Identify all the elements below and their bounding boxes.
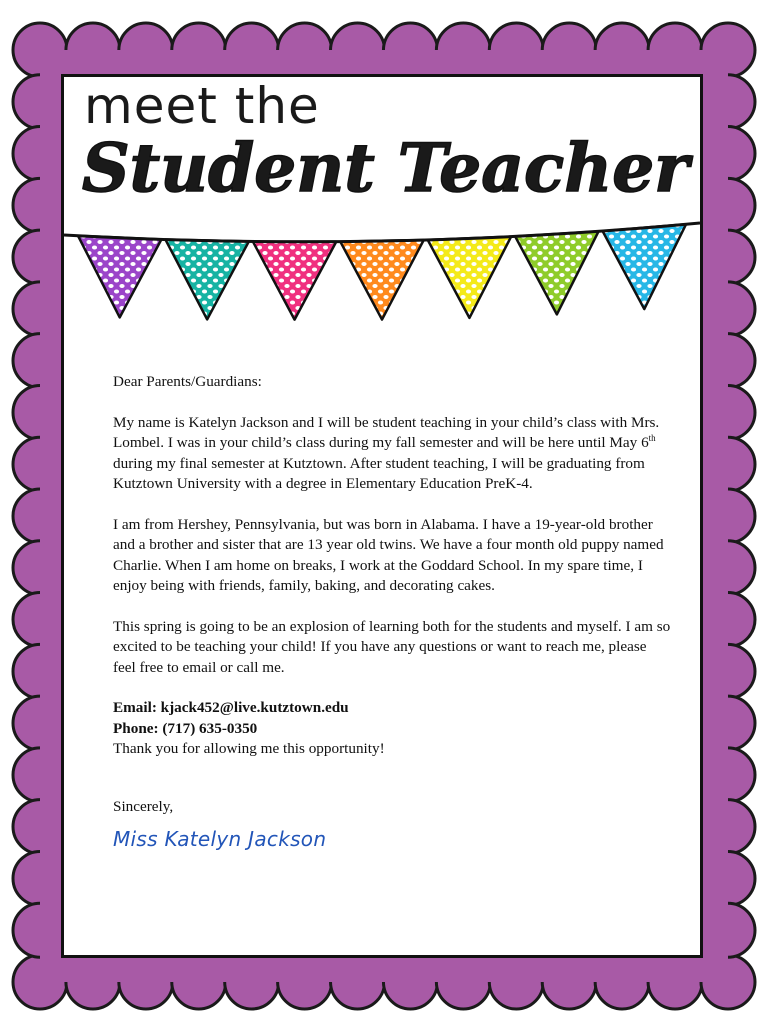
pennant-flag — [253, 241, 336, 319]
pennant-flag — [78, 236, 161, 318]
phone-line: Phone: (717) 635-0350 — [113, 719, 258, 737]
thanks-line: Thank you for allowing me this opportunity! — [113, 740, 385, 758]
signoff: Sincerely, — [113, 797, 174, 815]
signature: Miss Katelyn Jackson — [113, 827, 327, 852]
pennant-flag — [340, 240, 423, 320]
salutation: Dear Parents/Guardians: — [113, 373, 262, 390]
letter-card — [61, 74, 703, 958]
paragraph-spring: This spring is going to be an explosion of learning both for the students and myself. I am so excited to be teaching your child! If you have any questions or want to reach me, please feel free to email or call me. — [113, 617, 671, 676]
letter-body — [113, 372, 673, 852]
pennant-flag — [165, 240, 248, 320]
pennant-flag — [603, 224, 686, 309]
pennant-flag — [515, 231, 598, 314]
heading-student-teacher: Student Teacher — [82, 129, 689, 207]
email-line: Email: kjack452@live.kutztown.edu — [113, 699, 349, 717]
heading-meet-the: meet the — [84, 77, 320, 135]
paragraph-background: I am from Hershey, Pennsylvania, but was born in Alabama. I have a 19-year-old brother and a brother and sister that are 13 year old twins. We have a four month old puppy named Charlie. When I am home on breaks, I work at the Goddard School. In my spare time, I enjoy being with friends, family, baking, and decorating cakes. — [113, 515, 664, 595]
pennant-bunting — [64, 217, 700, 377]
pennant-flag — [428, 237, 511, 318]
paragraph-intro: My name is Katelyn Jackson and I will be student teaching in your child’s class with Mrs. Lombel. I was in your child’s class during my fall semester and will be here until May 6th during my final semester at Kutztown. After student teaching, I will be graduating from Kutztown University with a degree in Elementary Education PreK-4. — [113, 413, 660, 493]
